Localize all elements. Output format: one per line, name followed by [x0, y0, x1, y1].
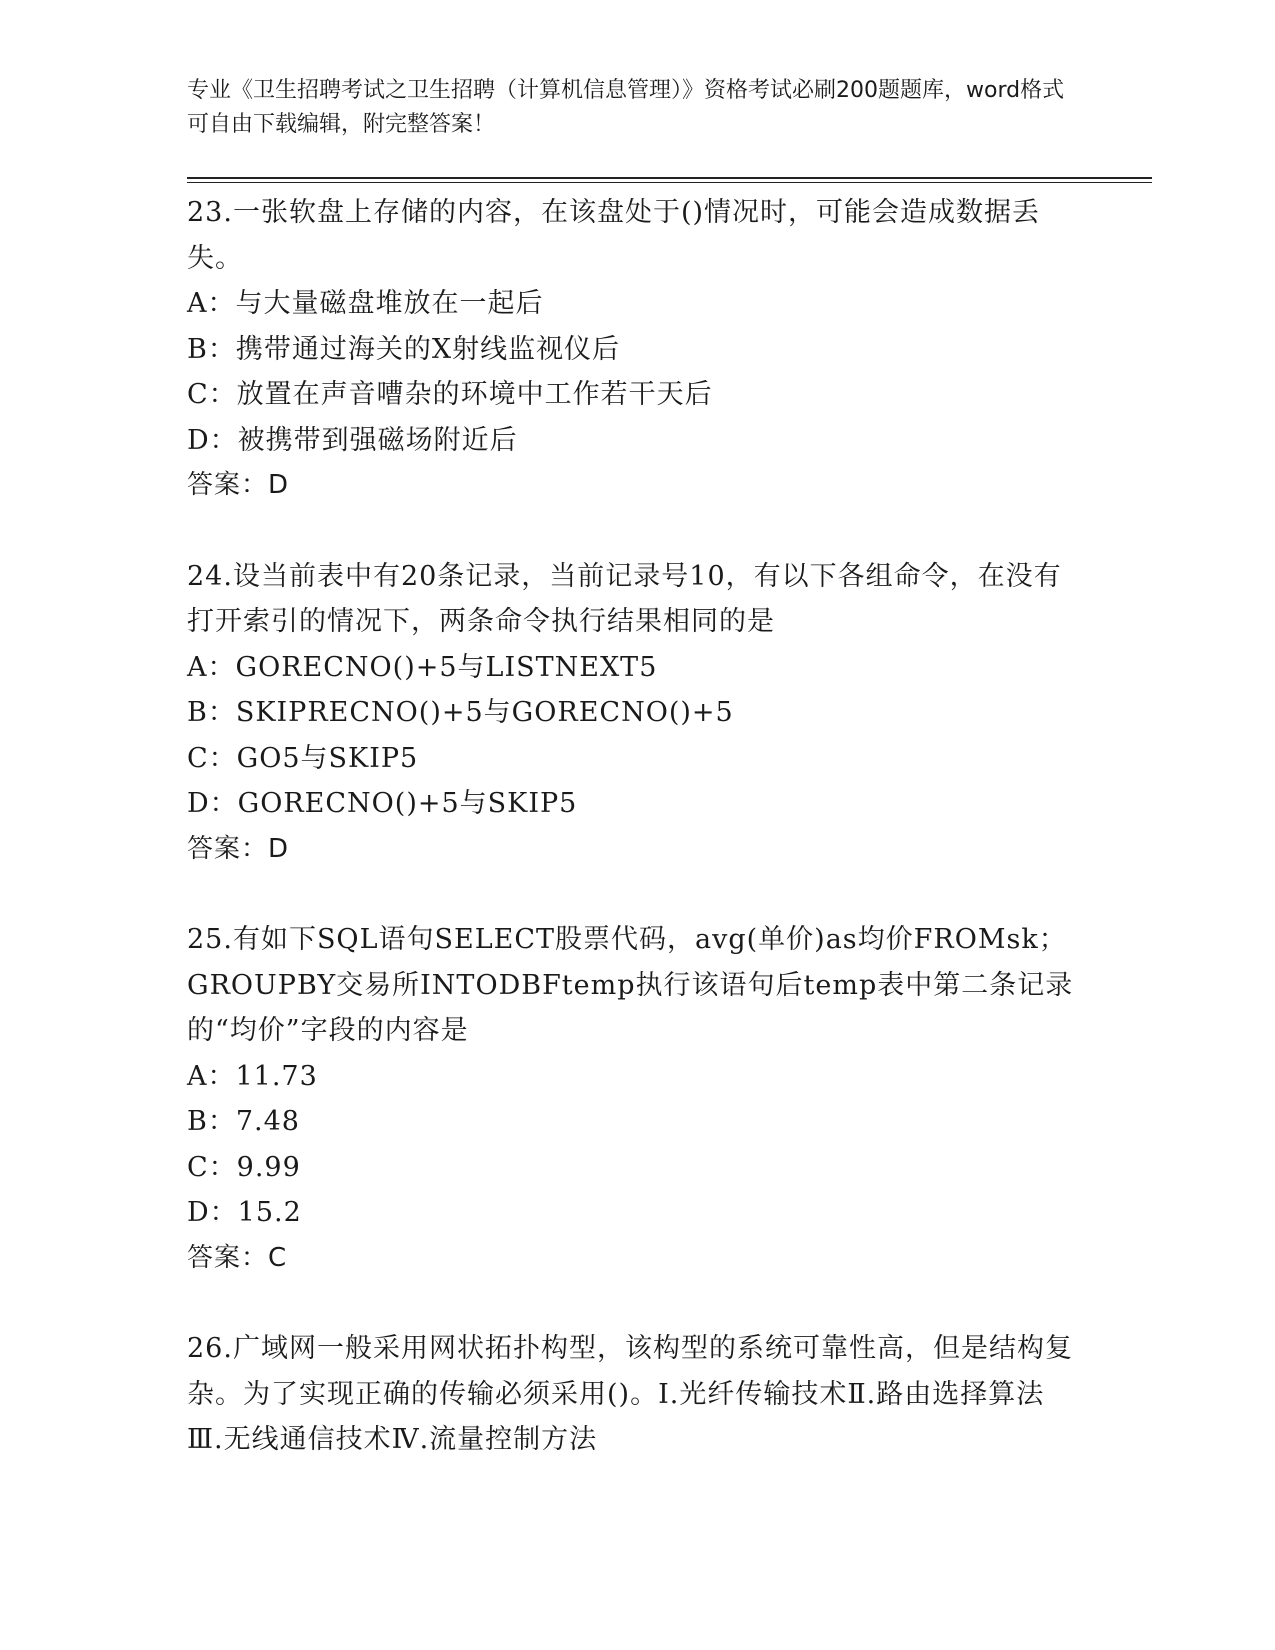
- question-24: [187, 554, 1077, 873]
- question-25: [187, 917, 1077, 1281]
- option-d: D：GORECNO()+5与SKIP5: [187, 788, 578, 819]
- question-23: [187, 190, 1077, 509]
- question-stem: 26.广域网一般采用网状拓扑构型，该构型的系统可靠性高，但是结构复杂。为了实现正确的传输必须采用()。Ⅰ.光纤传输技术Ⅱ.路由选择算法Ⅲ.无线通信技术Ⅳ.流量控制方法: [187, 1333, 1073, 1455]
- option-d: D：被携带到强磁场附近后: [187, 424, 518, 456]
- option-a: A：11.73: [187, 1060, 318, 1092]
- option-b: B：7.48: [187, 1106, 300, 1137]
- option-a: A：与大量磁盘堆放在一起后: [187, 288, 544, 319]
- answer: 答案：D: [187, 470, 290, 500]
- option-b: B：SKIPRECNO()+5与GORECNO()+5: [187, 697, 734, 728]
- option-a: A：GORECNO()+5与LISTNEXT5: [187, 651, 658, 683]
- header-divider-thin: [187, 182, 1152, 183]
- question-stem: 24.设当前表中有20条记录，当前记录号10，有以下各组命令，在没有打开索引的情况下，两条命令执行结果相同的是: [187, 560, 1062, 637]
- option-c: C：放置在声音嘈杂的环境中工作若干天后: [187, 379, 713, 410]
- option-c: C：GO5与SKIP5: [187, 742, 419, 774]
- option-c: C：9.99: [187, 1151, 301, 1183]
- question-stem: 23.一张软盘上存储的内容，在该盘处于()情况时，可能会造成数据丢失。: [187, 197, 1041, 274]
- option-b: B：携带通过海关的X射线监视仪后: [187, 333, 621, 365]
- answer: 答案：C: [187, 1242, 288, 1273]
- question-stem: 25.有如下SQL语句SELECT股票代码，avg(单价)as均价FROMsk；GROUPBY交易所INTODBFtemp执行该语句后temp表中第二条记录的“均价”字段的内容是: [187, 924, 1074, 1046]
- document-header: 专业《卫生招聘考试之卫生招聘（计算机信息管理）》资格考试必刷200题题库，word格式可自由下载编辑，附完整答案！: [187, 78, 1065, 137]
- answer: 答案：D: [187, 833, 290, 864]
- question-list: [187, 190, 1077, 1463]
- header-divider-thick: [187, 177, 1152, 179]
- question-26: [187, 1326, 1077, 1463]
- option-d: D：15.2: [187, 1197, 302, 1228]
